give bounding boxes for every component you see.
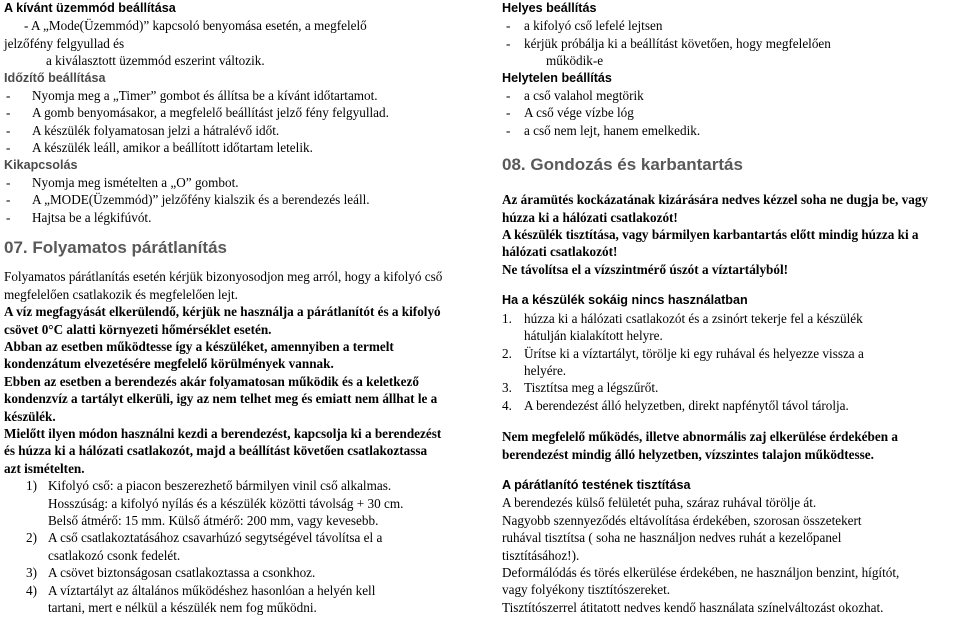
malfunction-note: Nem megfelelő működés, illetve abnormális zaj elkerülése érdekében a berendezést mindig álló helyzetben, vízszintes talajon működtesse. [502,429,898,462]
step-item [26,477,446,529]
warning-shock: Az áramütés kockázatának kizárására nedves kézzel soha ne dugja be, vagy húzza ki a hálózati csatlakozót! [502,192,929,225]
list-item-text: - kérjük próbálja ki a beállítást követően, hogy megfelelően [524,35,831,51]
list-item: - A készülék leáll, amikor a beállított időtartam letelik. [4,139,446,156]
body-cleaning-line: vagy folyékony tisztítószereket. [502,582,671,598]
warning-unplug: A készülék tisztítása, vagy bármilyen karbantartás előtt mindig húzza ki a hálózati csatlakozót! [502,227,919,260]
step-number: 1) [26,478,37,494]
mode-line: a kiválasztott üzemmód eszerint változik. [46,53,265,69]
heading-correct-setup: Helyes beállítás [502,1,597,15]
step-number: 2) [26,530,37,546]
body-cleaning-line: Deformálódás és törés elkerülése érdekében, ne használjon benzint, hígítót, [502,564,900,580]
list-item: - A gomb benyomásakor, a megfelelő beállítást jelző fény felgyullad. [4,104,446,121]
list-item-text: a kifolyó cső lefelé lejtsen [524,18,663,34]
section-07-title: 07. Folyamatos párátlanítás [4,238,227,258]
warning-float: Ne távolítsa el a vízszintmérő úszót a víztartályból! [502,261,789,277]
incorrect-list [502,87,954,139]
correct-list [502,17,954,69]
step-number: 4. [502,397,512,413]
heading-body-cleaning: A párátlanító testének tisztítása [502,477,691,492]
s07-intro: Folyamatos párátlanítás esetén kérjük bizonyosodjon meg arról, hogy a kifolyó cső megfelelően csatlakozik és megfelelően lejt. [4,269,443,302]
step-item [26,582,446,617]
list-item: - A „MODE(Üzemmód)” jelzőfény kialszik és a berendezés leáll. [4,191,446,208]
step-line: Belső átmérő: 15 mm. Külső átmérő: 200 mm, vagy kevesebb. [48,512,379,528]
s07-disconnect-note: Mielőtt ilyen módon használni kezdi a berendezést, kapcsolja ki a berendezést és húzza ki a hálózati csatlakozót, majd a beállítást követően csatlakoztassa azt ismételten. [4,425,442,476]
step-item [502,397,954,414]
list-item [502,35,954,70]
step-line: Hosszúság: a kifolyó nyílás és a készülék közötti távolság + 30 cm. [48,495,404,511]
switch-off-list [4,174,446,226]
body-cleaning-line: Nagyobb szennyeződés eltávolítása érdekében, szorosan összetekert [502,512,862,528]
s07-warning-frost: A víz megfagyását elkerülendő, kérjük ne használja a párátlanítót és a kifolyó csövet 0°C alatti környezeti hőmérséklet esetén. [4,304,441,337]
step-item [502,379,954,396]
storage-steps [502,310,954,414]
list-item: - A cső vége vízbe lóg [502,104,954,121]
step-line: helyére. [524,362,567,378]
step-number: 3. [502,380,512,396]
list-item [502,17,954,34]
heading-mode-setting: A kívánt üzemmód beállítása [4,1,176,15]
step-number: 1. [502,310,512,326]
right-column [502,0,954,616]
step-item [26,529,446,564]
list-item: - A készülék folyamatosan jelzi a hátralévő időt. [4,122,446,139]
step-line: A víztartályt az általános működéshez hasonlóan a helyén kell [48,582,376,598]
steps-list [4,477,446,616]
body-cleaning-line: A berendezés külső felületét puha, száraz ruhával törölje át. [502,495,817,511]
step-line: A berendezést álló helyzetben, direkt napfénytől távol tárolja. [524,397,849,413]
list-item: - a cső nem lejt, hanem emelkedik. [502,122,954,139]
timer-list [4,87,446,157]
section-08-title: 08. Gondozás és karbantartás [502,155,743,175]
heading-incorrect-setup: Helytelen beállítás [502,70,612,85]
body-cleaning-line: tisztításához!). [502,547,580,563]
step-number: 4) [26,582,37,598]
step-line: csatlakozó csonk fedelét. [48,547,181,563]
heading-timer: Időzítő beállítása [4,70,106,85]
step-line: Kifolyó cső: a piacon beszerezhető bármilyen vinil cső alkalmas. [48,478,392,494]
step-number: 2. [502,345,512,361]
list-item: - a cső valahol megtörik [502,87,954,104]
list-item: - Nyomja meg a „Timer” gombot és állítsa be a kívánt időtartamot. [4,87,446,104]
list-item: - Hajtsa be a légkifúvót. [4,209,446,226]
step-line: húzza ki a hálózati csatlakozót és a zsinórt tekerje fel a készülék [524,310,863,326]
step-item [502,310,954,345]
left-column [4,0,446,616]
step-item [502,345,954,380]
body-cleaning-line: Tisztítószerrel átitatott nedves kendő használata színelváltozást okozhat. [502,599,884,615]
step-line: A cső csatlakoztatásához csavarhúzó segytségével távolítsa el a [48,530,383,546]
step-line: Ürítse ki a víztartályt, törölje ki egy ruhával és helyezze vissza a [524,345,864,361]
step-line: tartani, mert e nélkül a készülék nem fog működni. [48,600,317,615]
step-line: hátulján kialakított helyre. [524,328,663,344]
list-item: - Nyomja meg ismételten a „O” gombot. [4,174,446,191]
step-line: A csövet biztonságosan csatlakoztassa a csonkhoz. [48,565,316,581]
mode-line: jelzőfény felgyullad és [4,35,125,51]
s07-condensate-note: Abban az esetben működtesse így a készüléket, amennyiben a termelt kondenzátum elvezetésére megfelelő körülmények vannak. [4,338,394,372]
list-item-text: működik-e [546,53,604,69]
step-item [26,564,446,581]
body-cleaning-line: ruhával tisztítsa ( soha ne használjon nedves ruhát a kezelőpanel [502,530,842,546]
step-number: 3) [26,565,37,581]
s07-continuous-note: Ebben az esetben a berendezés akár folyamatosan működik és a keletkező kondenzvíz a tartályt elkerüli, igy az nem telhet meg és emiatt nem állhat le a készülék. [4,373,438,424]
step-line: Tisztítsa meg a légszűrőt. [524,380,659,396]
heading-switch-off: Kikapcsolás [4,157,78,172]
mode-line: - A „Mode(Üzemmód)” kapcsoló benyomása esetén, a megfelelő [24,18,367,34]
heading-long-storage: Ha a készülék sokáig nincs használatban [502,293,748,308]
